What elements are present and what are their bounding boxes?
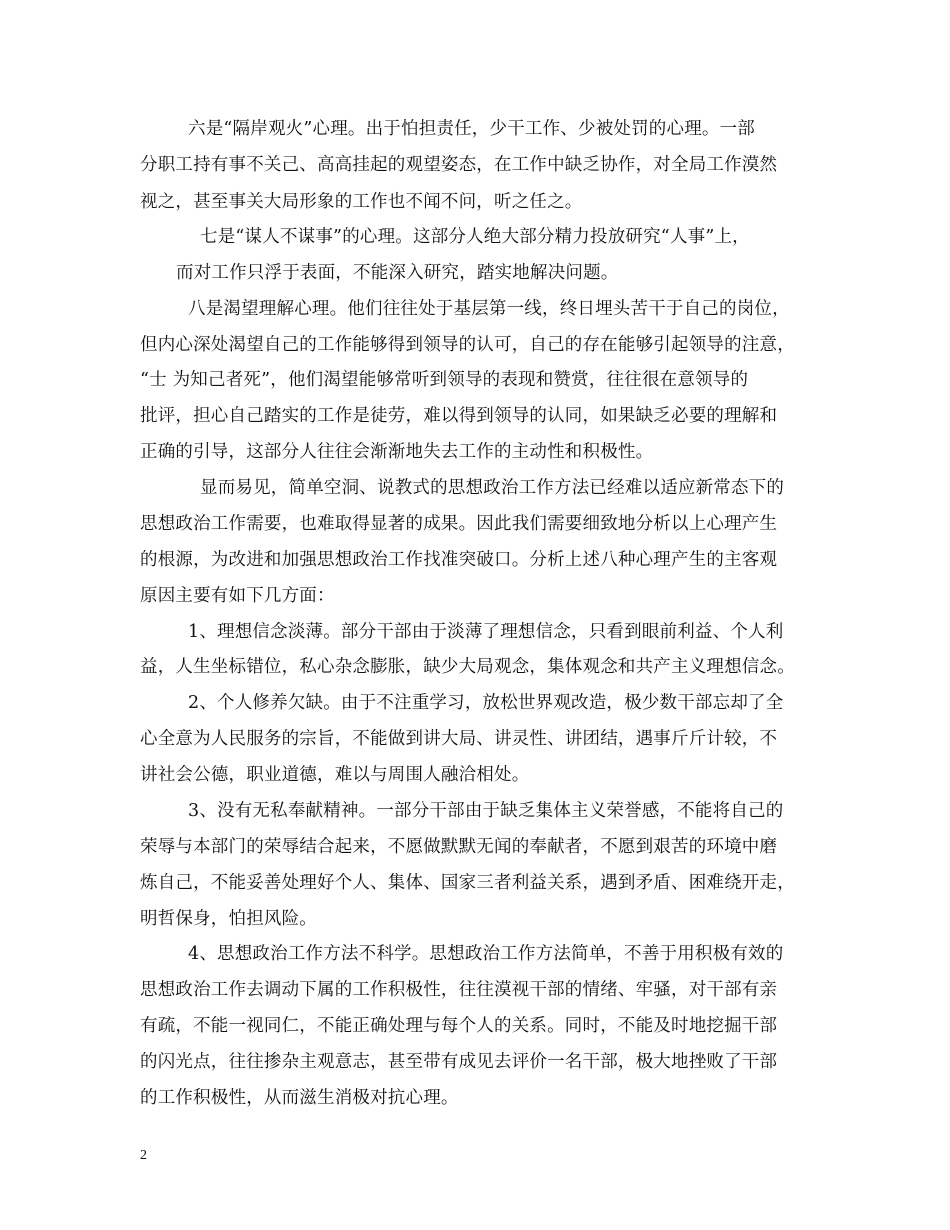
text-line: 思想政治工作需要，也难取得显著的成果。因此我们需要细致地分析以上心理产生	[140, 514, 778, 534]
text-line: 荣辱与本部门的荣辱结合起来，不愿做默默无闻的奉献者，不愿到艰苦的环境中磨	[140, 837, 778, 857]
page-number: 2	[140, 1148, 147, 1163]
text-line: 明哲保身，怕担风险。	[140, 909, 317, 929]
text-line: 六是“隔岸观火”心理。出于怕担责任，少干工作、少被处罚的心理。一部	[188, 119, 755, 139]
text-line: 益，人生坐标错位，私心杂念膨胀，缺少大局观念，集体观念和共产主义理想信念。	[140, 657, 795, 677]
text-line: 有疏，不能一视同仁，不能正确处理与每个人的关系。同时，不能及时地挖掘干部	[140, 1016, 778, 1036]
text-line: 3、没有无私奉献精神。一部分干部由于缺乏集体主义荣誉感，不能将自己的	[188, 801, 784, 821]
text-line: 显而易见，简单空洞、说教式的思想政治工作方法已经难以适应新常态下的	[200, 478, 785, 498]
text-line: 2、个人修养欠缺。由于不注重学习，放松世界观改造，极少数干部忘却了全	[188, 693, 784, 713]
text-line: 原因主要有如下几方面：	[140, 586, 335, 606]
text-line: 而对工作只浮于表面，不能深入研究，踏实地解决问题。	[176, 263, 619, 283]
text-line: 的工作积极性，从而滋生消极对抗心理。	[140, 1088, 459, 1108]
text-line: 正确的引导，这部分人往往会渐渐地失去工作的主动性和积极性。	[140, 442, 654, 462]
text-line: 炼自己，不能妥善处理好个人、集体、国家三者利益关系，遇到矛盾、困难绕开走，	[140, 873, 795, 893]
text-line: 分职工持有事不关己、高高挂起的观望姿态，在工作中缺乏协作，对全局工作漠然	[140, 155, 778, 175]
text-line: 的闪光点，往往掺杂主观意志，甚至带有成见去评价一名干部，极大地挫败了干部	[140, 1052, 778, 1072]
text-line: 1、理想信念淡薄。部分干部由于淡薄了理想信念，只看到眼前利益、个人利	[188, 622, 784, 642]
text-line: 思想政治工作去调动下属的工作积极性，往往漠视干部的情绪、牢骚，对干部有亲	[140, 980, 778, 1000]
text-line: 视之，甚至事关大局形象的工作也不闻不问，听之任之。	[140, 192, 583, 212]
text-line: 心全意为人民服务的宗旨，不能做到讲大局、讲灵性、讲团结，遇事斤斤计较，不	[140, 729, 778, 749]
text-line: 批评，担心自己踏实的工作是徒劳，难以得到领导的认同，如果缺乏必要的理解和	[140, 406, 778, 426]
text-line: “士 为知己者死”，他们渴望能够常听到领导的表现和赞赏，往往很在意领导的	[140, 370, 749, 390]
text-line: 八是渴望理解心理。他们往往处于基层第一线，终日埋头苦干于自己的岗位，	[188, 299, 790, 319]
text-line: 的根源，为改进和加强思想政治工作找准突破口。分析上述八种心理产生的主客观	[140, 550, 778, 570]
text-line: 七是“谋人不谋事”的心理。这部分人绝大部分精力投放研究“人事”上，	[200, 227, 750, 247]
text-line: 4、思想政治工作方法不科学。思想政治工作方法简单，不善于用积极有效的	[188, 944, 784, 964]
text-line: 但内心深处渴望自己的工作能够得到领导的认可，自己的存在能够引起领导的注意，	[140, 335, 795, 355]
text-line: 讲社会公德，职业道德，难以与周围人融洽相处。	[140, 765, 530, 785]
